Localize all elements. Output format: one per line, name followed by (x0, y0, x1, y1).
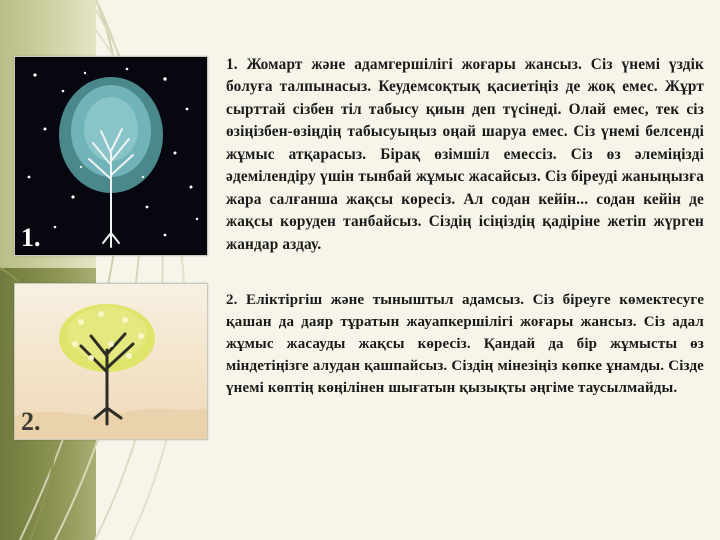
item-number: 1. (21, 223, 41, 252)
yellow-tree-pastel-illustration (14, 283, 208, 440)
item-paragraph: 2. Еліктіргіш және тыныштыл адамсыз. Сіз біреуге көмектесуге қашан да даяр тұратын жауапкершілігі жоғары жансыз. Сіз адал жұмыс жасауды жақсы көресіз. Қандай да бір жұмысты өз міндетіңізге алудан қашпайсыз. Сіздің мінезіңіз көпке ұнамды. Сізде үнемі көптің көңілінен шығатын қызықты әңгіме таусылмайды. (226, 292, 704, 397)
list-item (14, 56, 704, 256)
item-paragraph: 1. Жомарт және адамгершілігі жоғары жансыз. Сіз үнемі үздік болуға талпынасыз. Кеудемсоқтық қасиетіңіз де жоқ емес. Жұрт сырттай сізбен тіл табысу қиын деп түсінеді. Олай емес, тек сіз өзіңізбен-өзіңдің табысуыңыз оңай шаруа емес. Сіз үнемі белсенді жұмыс атқарасыз. Бірақ өзімшіл емессіз. Сіз өз әлеміңізді әдемілендіру үшін тынбай жұмыс жасайсыз. Сіз біреуді жаныңызға жара салғанша жақсы көресіз. Ал содан кейін... содан кейін де жақсы көруден танбайсыз. Сіздің ісіңіздің қадіріне жетіп жүрген жандар аздау. (226, 56, 704, 253)
winter-tree-night-illustration (14, 56, 208, 256)
list-item (14, 283, 704, 440)
item-number: 2. (21, 407, 41, 436)
tree-night-svg (15, 57, 207, 255)
tree-pastel-svg (15, 284, 207, 439)
